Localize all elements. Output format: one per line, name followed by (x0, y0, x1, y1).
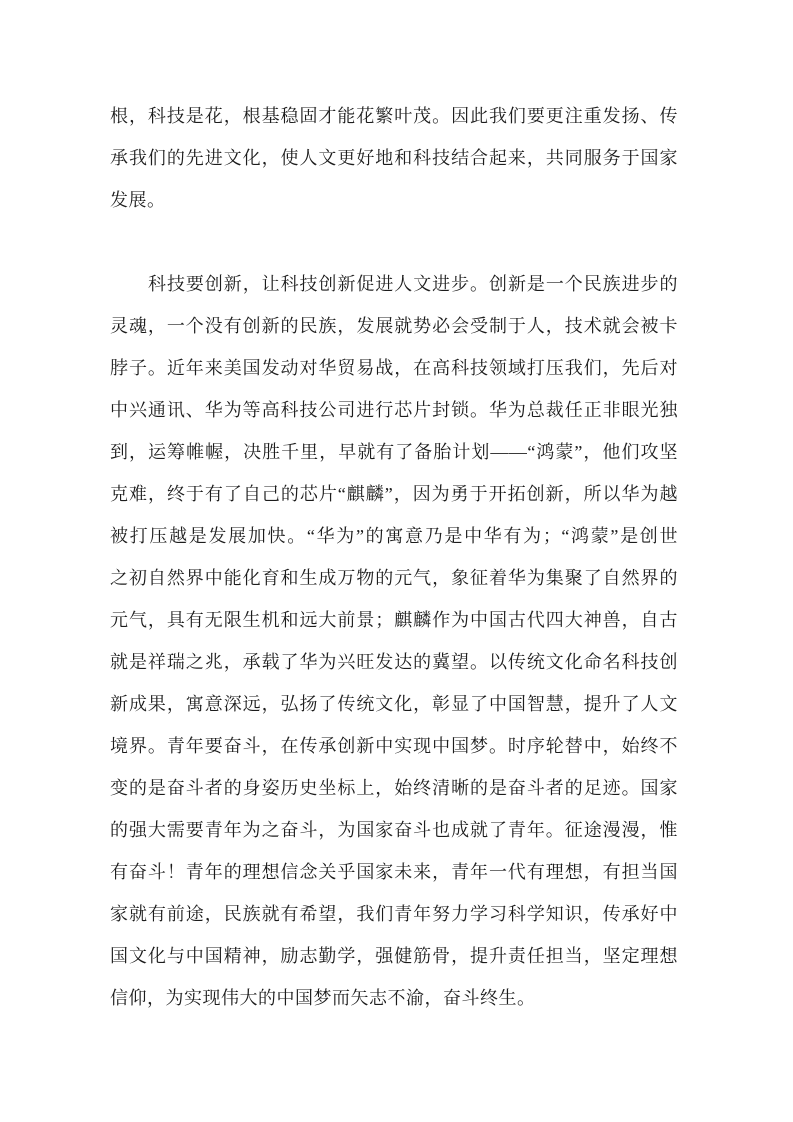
text-line: 境界。青年要奋斗，在传承创新中实现中国梦。时序轮替中，始终不 (110, 736, 678, 756)
text-line: 国文化与中国精神，励志勤学，强健筋骨，提升责任担当，坚定理想 (110, 946, 678, 966)
document-body (110, 95, 678, 1019)
text-line: 的强大需要青年为之奋斗，为国家奋斗也成就了青年。征途漫漫，惟 (110, 820, 678, 840)
text-line: 脖子。近年来美国发动对华贸易战，在高科技领域打压我们，先后对 (110, 358, 678, 378)
text-line: 承我们的先进文化，使人文更好地和科技结合起来，共同服务于国家 (110, 148, 678, 168)
text-line: 变的是奋斗者的身姿历史坐标上，始终清晰的是奋斗者的足迹。国家 (110, 778, 678, 798)
text-line: 克难，终于有了自己的芯片“麒麟”，因为勇于开拓创新，所以华为越 (110, 484, 678, 504)
text-line: 灵魂，一个没有创新的民族，发展就势必会受制于人，技术就会被卡 (110, 316, 678, 336)
text-line: 中兴通讯、华为等高科技公司进行芯片封锁。华为总裁任正非眼光独 (110, 400, 678, 420)
text-line: 之初自然界中能化育和生成万物的元气，象征着华为集聚了自然界的 (110, 568, 678, 588)
text-line: 元气，具有无限生机和远大前景；麒麟作为中国古代四大神兽，自古 (110, 610, 678, 630)
text-line: 被打压越是发展加快。“华为”的寓意乃是中华有为；“鸿蒙”是创世 (110, 526, 678, 546)
text-line: 信仰，为实现伟大的中国梦而矢志不渝，奋斗终生。 (110, 988, 536, 1008)
text-line: 根，科技是花，根基稳固才能花繁叶茂。因此我们要更注重发扬、传 (110, 106, 678, 126)
text-line: 新成果，寓意深远，弘扬了传统文化，彰显了中国智慧，提升了人文 (110, 694, 678, 714)
text-line: 科技要创新，让科技创新促进人文进步。创新是一个民族进步的 (148, 274, 678, 294)
text-line: 到，运筹帷幄，决胜千里，早就有了备胎计划——“鸿蒙”，他们攻坚 (110, 442, 678, 462)
text-line: 有奋斗！青年的理想信念关乎国家未来，青年一代有理想，有担当国 (110, 862, 678, 882)
paragraph (110, 95, 678, 221)
text-line: 家就有前途，民族就有希望，我们青年努力学习科学知识，传承好中 (110, 904, 678, 924)
paragraph (110, 263, 678, 1019)
text-line: 就是祥瑞之兆，承载了华为兴旺发达的冀望。以传统文化命名科技创 (110, 652, 678, 672)
text-line: 发展。 (110, 190, 166, 210)
